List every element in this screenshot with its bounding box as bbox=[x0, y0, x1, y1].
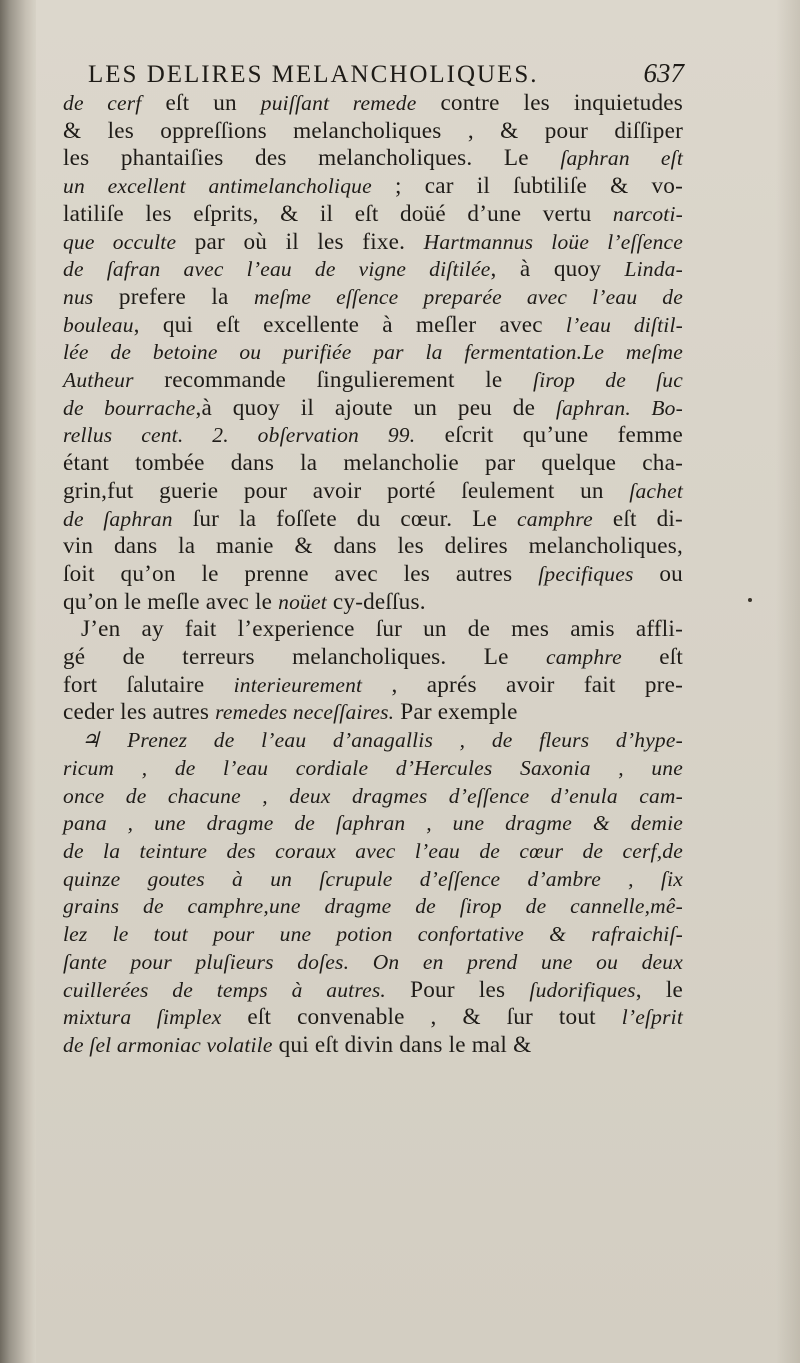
text-segment: , le bbox=[635, 976, 684, 1003]
text-line bbox=[63, 755, 683, 783]
running-head: LES DELIRES MELANCHOLIQUES. bbox=[88, 61, 539, 88]
italic-segment: ♃ Prenez de l’eau d’anagallis , de fleurs d’hype- bbox=[81, 728, 683, 753]
text-line bbox=[63, 229, 683, 257]
italic-segment: Autheur bbox=[63, 368, 134, 393]
text-segment: ſur la foſſete du cœur. Le bbox=[172, 505, 518, 532]
text-line bbox=[63, 949, 683, 977]
text-segment: eſt di- bbox=[592, 505, 683, 532]
italic-segment: de bourrache bbox=[63, 395, 196, 420]
italic-segment: l’eau diſtil- bbox=[565, 312, 683, 337]
italic-segment: bouleau bbox=[63, 312, 134, 337]
text-line bbox=[63, 312, 683, 340]
italic-segment: ſaphran. Bo- bbox=[555, 395, 683, 420]
text-segment: ou bbox=[633, 560, 683, 587]
italic-segment: ſudorifiques bbox=[529, 977, 636, 1002]
italic-segment: de ſel armoniac volatile bbox=[63, 1032, 273, 1057]
text-line bbox=[63, 866, 683, 894]
italic-segment: rellus cent. 2. obſervation 99. bbox=[63, 423, 416, 448]
text-line bbox=[63, 893, 683, 921]
text-line bbox=[63, 118, 683, 146]
text-segment: eſcrit qu’une femme bbox=[415, 422, 683, 449]
text-segment: contre les inquietudes bbox=[416, 90, 683, 116]
text-segment: vin dans la manie & dans les delires melancholiques, bbox=[63, 533, 683, 560]
text-line bbox=[63, 422, 683, 450]
italic-segment: lez le tout pour une potion confortative & rafraichiſ- bbox=[63, 922, 683, 947]
text-segment: ; car il ſubtiliſe & vo- bbox=[371, 173, 683, 200]
italic-segment: meſme eſſence preparée avec l’eau de bbox=[254, 284, 683, 309]
text-line bbox=[63, 145, 683, 173]
text-segment: qui eſt divin dans le mal & bbox=[272, 1031, 532, 1058]
text-segment: par où il les fixe. bbox=[176, 228, 424, 255]
italic-segment: ſaphran eſt bbox=[560, 146, 683, 171]
italic-segment: pana , une dragme de ſaphran , une dragme & demie bbox=[63, 811, 683, 836]
text-segment: ceder les autres bbox=[63, 699, 216, 726]
text-line bbox=[63, 589, 683, 617]
italic-segment: cuillerées de temps à autres. bbox=[63, 977, 386, 1002]
text-segment: gé de terreurs melancholiques. Le bbox=[63, 644, 546, 671]
text-line bbox=[63, 783, 683, 811]
book-gutter bbox=[0, 0, 36, 1363]
text-line bbox=[63, 838, 683, 866]
text-line bbox=[63, 506, 683, 534]
italic-segment: nus bbox=[63, 284, 94, 309]
italic-segment: que occulte bbox=[63, 229, 177, 254]
italic-segment: narcoti- bbox=[612, 201, 683, 226]
italic-segment: de la teinture des coraux avec l’eau de cœur de cerf,de bbox=[63, 838, 683, 863]
text-line bbox=[63, 810, 683, 838]
text-segment: étant tombée dans la melancholie par quelque cha- bbox=[63, 450, 683, 477]
italic-segment: grains de camphre,une dragme de ſirop de cannelle,mê- bbox=[63, 894, 683, 919]
text-line bbox=[63, 644, 683, 672]
italic-segment: Linda- bbox=[624, 257, 683, 282]
text-line bbox=[63, 1032, 683, 1060]
text-segment: les phantaiſies des melancholiques. Le bbox=[63, 145, 561, 172]
text-segment: & les oppreſſions melancholiques , & pour diſſiper bbox=[63, 117, 683, 144]
text-line bbox=[63, 367, 683, 395]
text-line bbox=[63, 727, 683, 755]
text-segment: ſoit qu’on le prenne avec les autres bbox=[63, 560, 539, 587]
text-line bbox=[63, 450, 683, 478]
text-line bbox=[63, 90, 683, 118]
text-line bbox=[63, 561, 683, 589]
text-line bbox=[63, 672, 683, 700]
italic-segment: camphre bbox=[546, 645, 622, 670]
italic-segment: ſpecifiques bbox=[538, 561, 634, 586]
text-segment: cy-deſſus. bbox=[326, 588, 426, 615]
italic-segment: mixtura ſimplex bbox=[63, 1005, 222, 1030]
text-segment: recommande ſingulierement le bbox=[133, 367, 534, 394]
italic-segment: de ſaphran bbox=[63, 506, 173, 531]
text-line bbox=[63, 173, 683, 201]
text-segment: , à quoy bbox=[490, 256, 625, 283]
page-number: 637 bbox=[643, 58, 684, 88]
ink-speck bbox=[748, 598, 752, 602]
text-segment: , qui eſt excellente à meſler avec bbox=[133, 311, 566, 338]
text-line bbox=[63, 256, 683, 284]
italic-segment: ſante pour pluſieurs doſes. On en prend une ou deux bbox=[63, 949, 683, 974]
page-header bbox=[88, 58, 684, 92]
italic-segment: camphre bbox=[517, 506, 593, 531]
text-line bbox=[63, 1004, 683, 1032]
italic-segment: Hartmannus loüe l’eſſence bbox=[423, 229, 684, 254]
text-line bbox=[63, 616, 683, 644]
italic-segment: un excellent antimelancholique bbox=[63, 174, 372, 199]
italic-segment: de ſafran avec l’eau de vigne diſtilée bbox=[63, 257, 491, 282]
italic-segment: ſirop de ſuc bbox=[533, 368, 683, 393]
italic-segment: l’eſprit bbox=[621, 1005, 684, 1030]
text-segment: fort ſalutaire bbox=[63, 671, 234, 698]
text-line bbox=[63, 339, 683, 367]
text-segment: Pour les bbox=[386, 976, 530, 1003]
text-segment: Par exemple bbox=[394, 699, 518, 726]
italic-segment: de cerf bbox=[63, 91, 142, 115]
text-segment: ,à quoy il ajoute un peu de bbox=[195, 394, 556, 421]
italic-segment: quinze goutes à un ſcrupule d’eſſence d’ambre , ſix bbox=[63, 866, 683, 891]
text-line bbox=[63, 921, 683, 949]
text-line bbox=[63, 395, 683, 423]
italic-segment: ſachet bbox=[629, 478, 683, 503]
italic-segment: puiſſant remede bbox=[260, 91, 417, 115]
text-segment: qu’on le meſle avec le bbox=[63, 588, 279, 615]
body-text bbox=[63, 90, 683, 1060]
text-segment: J’en ay fait l’experience ſur un de mes amis affli- bbox=[81, 616, 683, 643]
italic-segment: lée de betoine ou purifiée par la fermentation.Le meſme bbox=[63, 340, 683, 365]
text-line bbox=[63, 478, 683, 506]
page-edge-shadow bbox=[776, 0, 800, 1363]
text-segment: grin,fut guerie pour avoir porté ſeulement un bbox=[63, 477, 630, 504]
text-segment: prefere la bbox=[93, 283, 254, 310]
text-segment: eſt un bbox=[141, 90, 261, 116]
italic-segment: ricum , de l’eau cordiale d’Hercules Saxonia , une bbox=[63, 755, 683, 780]
italic-segment: remedes neceſſaires. bbox=[215, 700, 395, 725]
text-segment: latiliſe les eſprits, & il eſt doüé d’une vertu bbox=[63, 200, 613, 227]
text-segment: eſt convenable , & ſur tout bbox=[221, 1004, 622, 1031]
text-segment: eſt bbox=[621, 644, 683, 671]
text-line bbox=[63, 699, 683, 727]
italic-segment: once de chacune , deux dragmes d’eſſence d’enula cam- bbox=[63, 783, 683, 808]
text-line bbox=[63, 201, 683, 229]
text-segment: , aprés avoir fait pre- bbox=[362, 671, 683, 698]
text-line bbox=[63, 533, 683, 561]
italic-segment: interieurement bbox=[233, 672, 363, 697]
italic-segment: noüet bbox=[278, 589, 327, 614]
text-line bbox=[63, 977, 683, 1005]
text-line bbox=[63, 284, 683, 312]
